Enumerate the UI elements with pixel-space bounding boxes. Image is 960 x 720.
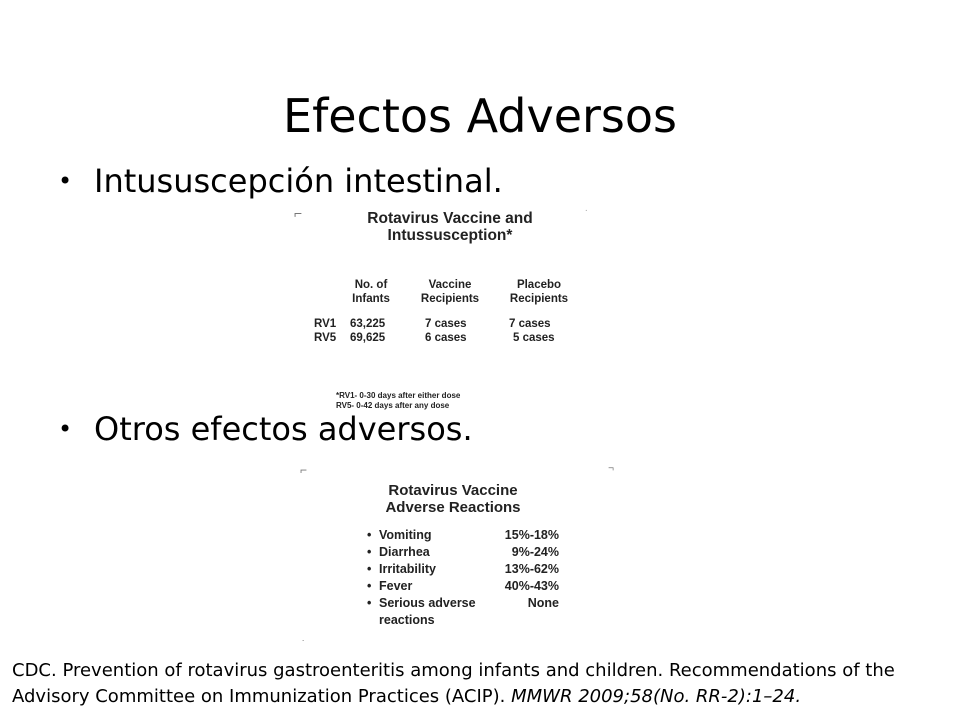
reaction-item xyxy=(367,578,587,594)
citation-journal: MMWR 2009;58(No. RR-2):1–24. xyxy=(511,686,802,707)
bullet-text: Otros efectos adversos. xyxy=(94,410,473,448)
adverse-reactions-image xyxy=(300,463,616,643)
header-line: No. of xyxy=(354,279,388,291)
reaction-item xyxy=(367,561,587,577)
caption-line: Adverse Reactions xyxy=(385,499,521,516)
header-line: Recipients xyxy=(420,293,480,305)
header-line: Recipients xyxy=(509,293,569,305)
bullet-dot: • xyxy=(58,167,73,195)
reaction-label: Serious adverse xyxy=(379,596,476,610)
reaction-label: Fever xyxy=(379,579,413,593)
reaction-item xyxy=(367,527,587,543)
column-header-infants xyxy=(342,278,400,306)
scan-corner-mark: ⌐ xyxy=(294,205,303,221)
scan-corner-mark: · xyxy=(584,205,588,216)
header-line: Infants xyxy=(352,293,390,305)
reaction-bullet: • xyxy=(367,528,372,542)
table-cell: 7 cases xyxy=(509,318,551,330)
table-cell: 69,625 xyxy=(350,332,386,344)
table-caption xyxy=(358,482,548,516)
header-line: Placebo xyxy=(516,279,562,291)
column-header-vaccine xyxy=(412,278,488,306)
caption-line: Rotavirus Vaccine xyxy=(388,482,518,499)
scan-corner-mark: . xyxy=(302,634,305,643)
bullet-other-effects xyxy=(58,410,473,448)
reaction-bullet: • xyxy=(367,579,372,593)
reaction-label: Irritability xyxy=(379,562,436,576)
reaction-bullet: • xyxy=(367,545,372,559)
bullet-text: Intususcepción intestinal. xyxy=(94,162,503,200)
reaction-item xyxy=(367,544,587,560)
intussusception-table-image xyxy=(294,205,588,410)
reaction-label-continuation: reactions xyxy=(379,613,435,627)
citation-text: CDC. Prevention of rotavirus gastroenteritis among infants and children. Recommendations of the Advisory Committee on Immunization Practices (ACIP). xyxy=(12,660,895,707)
bullet-intussusception xyxy=(58,162,503,200)
citation-reference xyxy=(12,658,952,710)
column-header-placebo xyxy=(500,278,578,306)
reaction-item xyxy=(367,595,587,611)
scan-corner-mark: ¬ xyxy=(608,463,614,474)
reaction-value: 40%-43% xyxy=(504,579,559,593)
reaction-value: None xyxy=(527,596,559,610)
table-footnote: *RV1- 0-30 days after either dose xyxy=(336,391,461,400)
header-line: Vaccine xyxy=(428,279,472,291)
scan-corner-mark: ⌐ xyxy=(300,463,308,477)
table-cell: RV5 xyxy=(314,332,337,344)
table-cell: RV1 xyxy=(314,318,337,330)
reaction-value: 9%-24% xyxy=(511,545,559,559)
reaction-bullet: • xyxy=(367,596,372,610)
bullet-dot: • xyxy=(58,415,73,443)
table-footnote: RV5- 0-42 days after any dose xyxy=(336,401,450,410)
reaction-value: 13%-62% xyxy=(504,562,559,576)
table-cell: 63,225 xyxy=(350,318,386,330)
reaction-bullet: • xyxy=(367,562,372,576)
caption-line: Intussusception* xyxy=(387,227,513,244)
table-cell: 6 cases xyxy=(425,332,467,344)
reaction-label: Diarrhea xyxy=(379,545,430,559)
table-cell: 5 cases xyxy=(513,332,555,344)
reaction-value: 15%-18% xyxy=(504,528,559,542)
reaction-label: Vomiting xyxy=(379,528,432,542)
table-caption xyxy=(360,210,540,244)
caption-line: Rotavirus Vaccine and xyxy=(367,210,533,227)
table-cell: 7 cases xyxy=(425,318,467,330)
slide-title: Efectos Adversos xyxy=(283,88,677,143)
